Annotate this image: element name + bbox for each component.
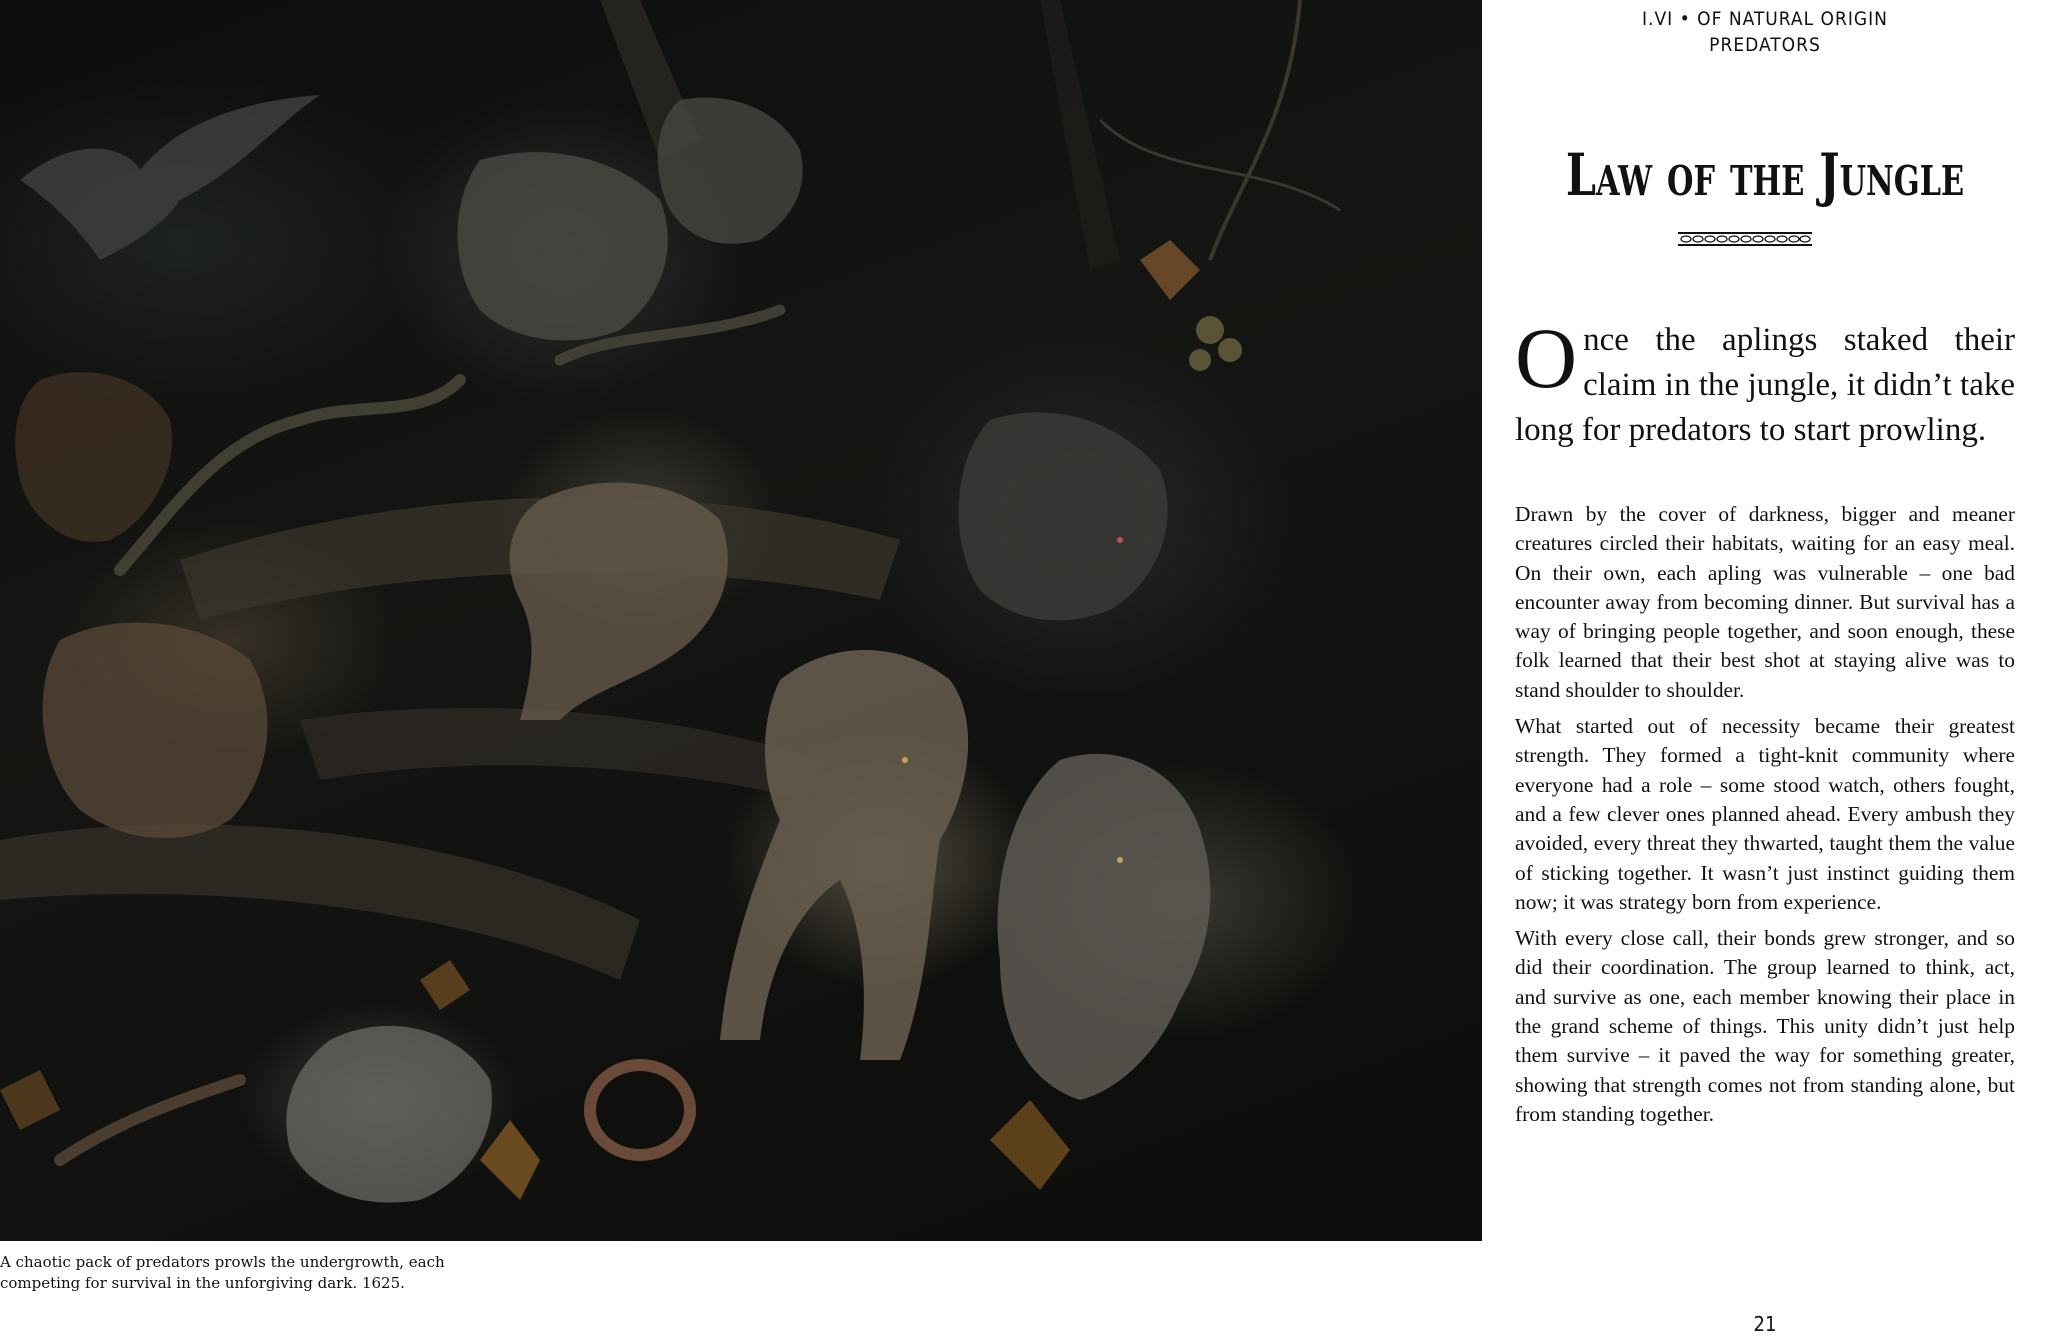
figure-caption: A chaotic pack of predators prowls the undergrowth, each competing for survival in the unforgiving dark. 1625. — [0, 1253, 445, 1292]
subsection-label: PREDATORS — [1709, 34, 1821, 56]
body-paragraph: What started out of necessity became their greatest strength. They formed a tight-knit community where everyone had a role – some stood watch, others fought, and a few clever ones planned ahead. Every ambush they avoided, every threat they thwarted, taught them the value of sticking together. It wasn’t just instinct guiding them now; it was strategy born from experience. — [1515, 714, 2015, 914]
body-text — [1515, 500, 2015, 1136]
page-title: Law of the Jungle — [1565, 141, 1965, 209]
lead-text: nce the aplings staked their claim in the jungle, it didn’t take long for predators to start prowling. — [1515, 322, 2015, 448]
section-header — [1482, 6, 2048, 58]
body-paragraph: With every close call, their bonds grew stronger, and so did their coordination. The group learned to think, act, and survive as one, each member knowing their place in the grand scheme of things. This unity didn’t just help them survive – it paved the way for something greater, showing that strength comes not from standing alone, but from standing together. — [1515, 926, 2015, 1126]
ornament-divider-icon — [1678, 232, 1812, 246]
text-column — [1482, 0, 2048, 1341]
section-label: I.VI • OF NATURAL ORIGIN — [1642, 8, 1888, 30]
body-paragraph: Drawn by the cover of darkness, bigger and meaner creatures circled their habitats, waiting for an easy meal. On their own, each apling was vulnerable – one bad encounter away from becoming dinner. But survival has a way of bringing people together, and soon enough, these folk learned that their best shot at staying alive was to stand shoulder to shoulder. — [1515, 502, 2015, 702]
lead-paragraph — [1515, 310, 2015, 453]
drop-cap: O — [1515, 310, 1578, 406]
page-number: 21 — [1753, 1312, 1777, 1336]
